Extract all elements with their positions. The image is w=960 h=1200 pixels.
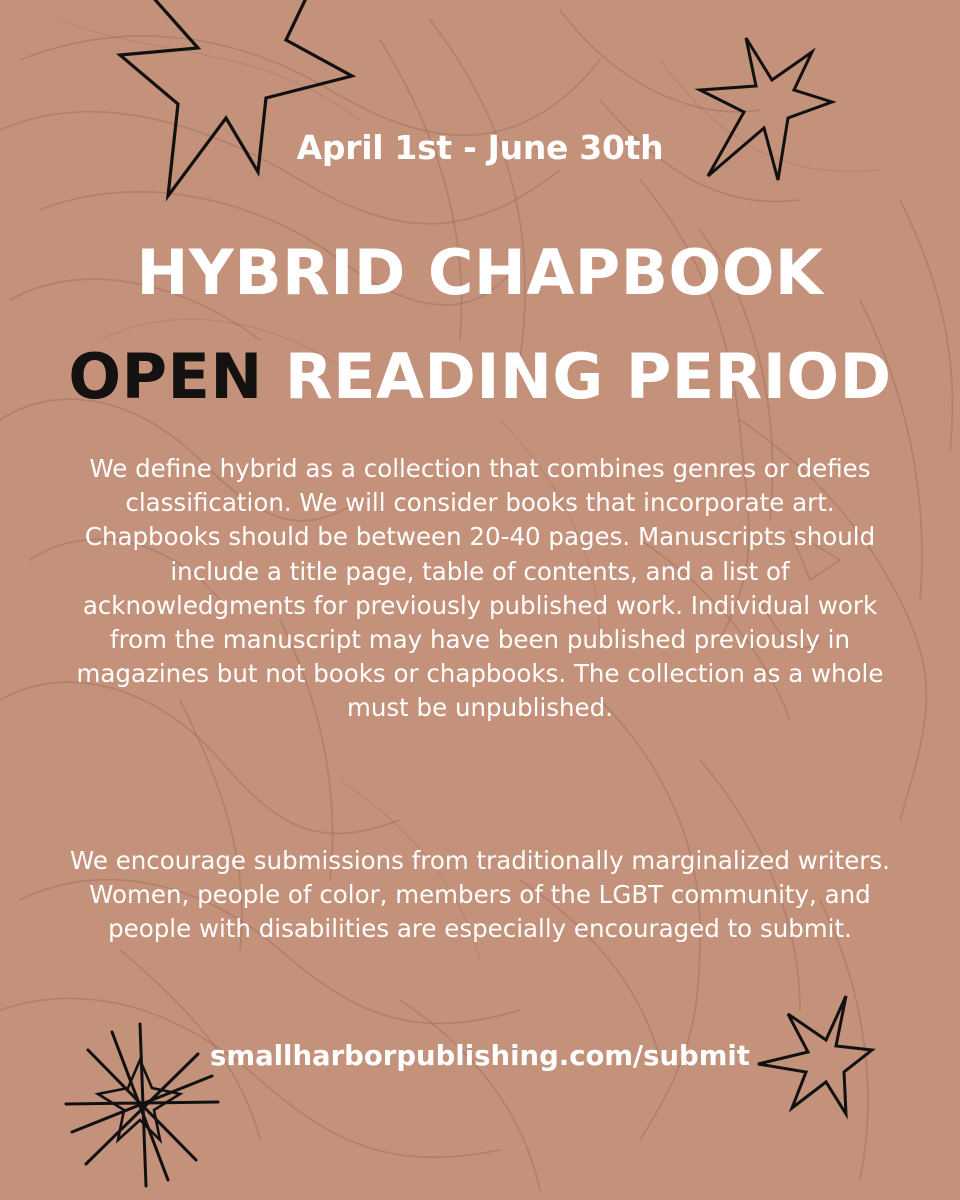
star-burst-icon — [112, 0, 362, 205]
description-paragraph: We define hybrid as a collection that combines genres or defies classification. We will consider books that incorporate art. Chapbooks should be between 20-40 pages. Manuscripts should include a title page, table of contents, and a list of acknowledgments for previously published work. Individual work from the manuscript may have been published previously in magazines but not books or chapbooks. The collection as a whole must be unpublished. — [76, 454, 884, 723]
title-line-2 — [0, 340, 960, 413]
date-range: April 1st - June 30th — [296, 128, 664, 167]
encouragement-paragraph: We encourage submissions from traditionally marginalized writers. Women, people of color, members of the LGBT community, and people with disabilities are especially encouraged to submit. — [70, 846, 890, 944]
title-line-1: HYBRID CHAPBOOK — [136, 236, 824, 309]
submit-url-link[interactable]: smallharborpublishing.com/submit — [210, 1040, 750, 1072]
title-highlight-word: OPEN — [68, 340, 263, 413]
title-line-2-rest: READING PERIOD — [284, 340, 892, 413]
